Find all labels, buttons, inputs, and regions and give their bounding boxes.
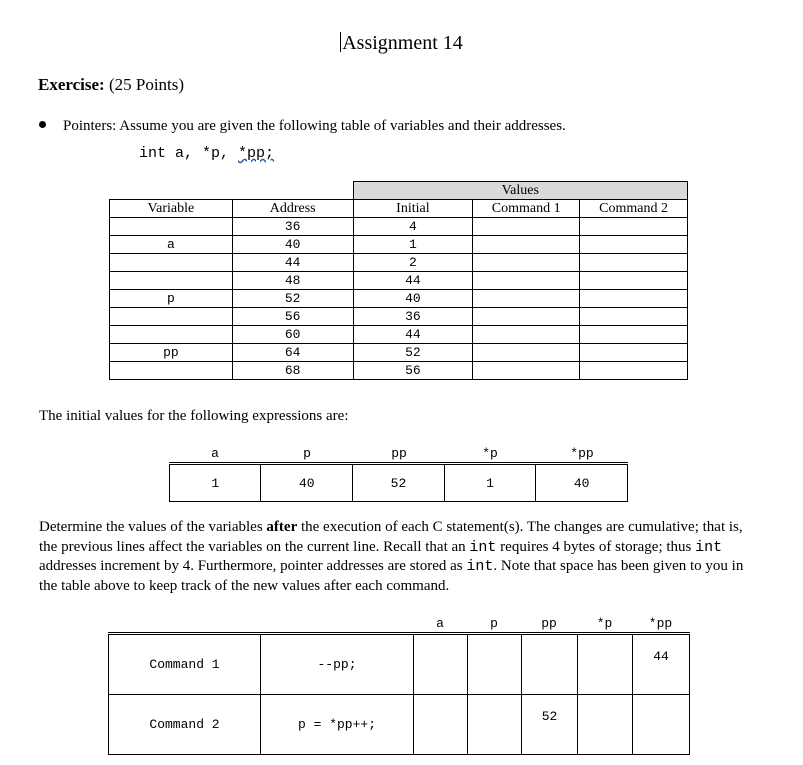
command-statement: --pp; [261,635,414,695]
instructions-text: . Note that space has been given to you in the table above to keep track of the new values after each command. [39,558,744,594]
instructions-bold: after [266,519,298,535]
variable-cell: pp [110,344,233,362]
initial-header-pp: pp [391,446,407,461]
inline-code: int [695,538,723,556]
command-cell-star-pp [633,695,690,755]
command-cell-star-pp: 44 [633,635,690,695]
table-row [110,236,688,254]
bullet-icon [39,121,46,128]
initial-header-a: a [211,446,219,461]
header-command-1: Command 1 [473,200,580,218]
command-name: Command 1 [109,635,261,695]
command-2-cell [580,272,688,290]
divider [108,632,690,633]
table-row [110,344,688,362]
command-header-star-p: *p [596,616,613,631]
initial-cell: 56 [353,362,473,380]
command-2-cell [580,290,688,308]
table-row [110,290,688,308]
table-corner-blank [110,182,233,200]
declaration-plain: int a, *p, [139,145,239,162]
instructions-text: Determine the values of the variables [39,519,267,535]
page-title [0,32,803,55]
command-cell-p [468,695,522,755]
page-title-text: Assignment 14 [342,32,463,54]
header-variable: Variable [110,200,233,218]
divider [169,462,628,463]
command-1-cell [473,218,580,236]
address-cell: 48 [232,272,353,290]
address-cell: 60 [232,326,353,344]
instructions-text: addresses increment by 4. Furthermore, pointer addresses are stored as [39,558,467,574]
variable-cell [110,272,233,290]
address-cell: 56 [232,308,353,326]
initial-value-star-p: 1 [444,465,535,502]
command-1-cell [473,362,580,380]
initial-value-a: 1 [170,465,261,502]
table-row [110,362,688,380]
declaration-spellcheck: *pp; [238,145,275,162]
variable-cell [110,254,233,272]
command-2-cell [580,308,688,326]
variable-cell: p [110,290,233,308]
command-header-a: a [436,616,444,631]
initial-cell: 1 [353,236,473,254]
instructions-text: the execution of each C statement(s). The changes are cumulative; that is, the previous lines affect the variables on the current line. Recall that an [39,519,743,555]
command-cell-star-p [578,635,633,695]
variable-cell [110,308,233,326]
variable-cell [110,326,233,344]
command-table [108,634,690,755]
initial-expressions-table [169,464,628,502]
declaration-code [139,145,274,162]
exercise-points: (25 Points) [108,75,185,94]
initial-values-label: The initial values for the following expressions are: [39,408,349,424]
header-initial: Initial [353,200,473,218]
address-cell: 64 [232,344,353,362]
table-row [110,218,688,236]
variable-table-body [110,218,688,380]
address-cell: 52 [232,290,353,308]
command-cell-pp: 52 [522,695,578,755]
command-name: Command 2 [109,695,261,755]
initial-cell: 2 [353,254,473,272]
address-cell: 40 [232,236,353,254]
command-row [109,635,690,695]
initial-cell: 52 [353,344,473,362]
command-1-cell [473,326,580,344]
inline-code: int [466,558,494,575]
command-2-cell [580,326,688,344]
table-row [110,254,688,272]
initial-cell: 36 [353,308,473,326]
bullet-text: Pointers: Assume you are given the following table of variables and their addresses. [63,118,566,134]
command-1-cell [473,290,580,308]
initial-cell: 4 [353,218,473,236]
values-group-header: Values [353,182,687,200]
header-command-2: Command 2 [580,200,688,218]
command-1-cell [473,254,580,272]
variable-cell [110,218,233,236]
instructions-paragraph [39,518,764,596]
command-2-cell [580,218,688,236]
table-row [110,272,688,290]
instructions-text: requires 4 bytes of storage; thus [496,538,696,555]
address-cell: 36 [232,218,353,236]
initial-value-p: 40 [261,465,353,502]
initial-value-pp: 52 [353,465,445,502]
command-2-cell [580,344,688,362]
command-1-cell [473,236,580,254]
exercise-heading [38,75,184,95]
command-header-p: p [490,616,498,631]
command-row [109,695,690,755]
header-address: Address [232,200,353,218]
command-cell-pp [522,635,578,695]
command-2-cell [580,362,688,380]
command-2-cell [580,254,688,272]
command-cell-a [414,635,468,695]
command-1-cell [473,272,580,290]
command-statement: p = *pp++; [261,695,414,755]
command-cell-p [468,635,522,695]
command-1-cell [473,308,580,326]
variable-address-table [109,181,688,380]
variable-cell [110,362,233,380]
command-2-cell [580,236,688,254]
initial-cell: 44 [353,326,473,344]
inline-code: int [469,538,497,556]
variable-cell: a [110,236,233,254]
address-cell: 68 [232,362,353,380]
address-cell: 44 [232,254,353,272]
command-table-header [413,614,689,634]
initial-cell: 44 [353,272,473,290]
table-row [110,308,688,326]
initial-header-star-p: *p [482,446,498,461]
initial-cell: 40 [353,290,473,308]
initial-header-star-pp: *pp [570,446,594,461]
command-1-cell [473,344,580,362]
command-cell-a [414,695,468,755]
initial-value-star-pp: 40 [536,465,628,502]
command-header-star-pp: *pp [648,616,673,631]
exercise-label: Exercise: [38,75,105,94]
initial-expressions-header [169,444,628,464]
table-corner-blank [232,182,353,200]
command-header-pp: pp [541,616,557,631]
initial-header-p: p [303,446,311,461]
command-cell-star-p [578,695,633,755]
table-row [110,326,688,344]
